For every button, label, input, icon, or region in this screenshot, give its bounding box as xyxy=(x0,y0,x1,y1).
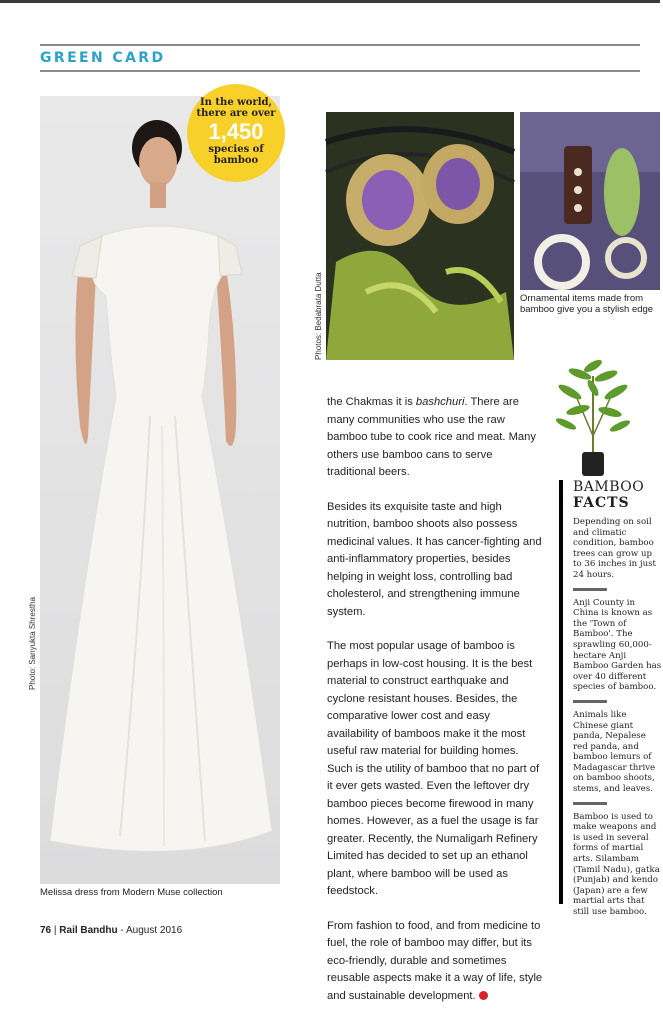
dress-caption: Melissa dress from Modern Muse collection xyxy=(40,887,223,898)
issue-date: August 2016 xyxy=(125,925,183,936)
species-badge xyxy=(187,84,285,182)
badge-number: 1,450 xyxy=(208,119,264,144)
p4-text: From fashion to food, and from medicine to fuel, the role of bamboo may differ, but its eco-friendly, durable and sometimes reusable aspects make it a way of life, style and sustainable development. xyxy=(327,919,543,1002)
top-border xyxy=(0,0,660,3)
facts-title-line2: FACTS xyxy=(573,495,630,511)
article-paragraph-2: Besides its exquisite taste and high nutrition, bamboo shoots also possess medicinal values. It has cancer-fighting and anti-inflammatory properties, besides helping in weight loss, controlling bad cholesterol, and strengthening immune system. xyxy=(327,500,542,618)
article-paragraph-3: The most popular usage of bamboo is perhaps in low-cost housing. It is the best material to construct earthquake and cyclone resistant houses. Besides, the comparative lower cost and easy availability of bamboos make it the most useful raw material for building homes. Such is the utility of bamboo that no part of it ever gets wasted. Even the leftover dry bamboo pieces become firewood in many homes. However, as a fuel the usage is far greater. Recently, the Numaligarh Refinery Limited has decided to set up an ethanol plant, where bamboo will be used as feedstock. xyxy=(327,640,540,897)
badge-line3: species of bamboo xyxy=(208,144,264,166)
page-number: 76 xyxy=(40,925,52,936)
facts-vertical-rule xyxy=(559,480,563,904)
ornament-photo-right-illustration xyxy=(520,112,660,290)
dress-illustration xyxy=(40,96,280,884)
p1-italic-term: bashchuri xyxy=(415,396,465,408)
dress-photo-credit: Photo: Sanyukta Shrestha xyxy=(28,597,37,690)
ornament-photo-right xyxy=(520,112,660,290)
magazine-name: Rail Bandhu xyxy=(59,925,118,936)
page-footer: 76 | Rail Bandhu - August 2016 xyxy=(40,925,183,936)
section-header xyxy=(40,44,640,74)
footer-separator: - xyxy=(117,925,126,936)
p1-prefix: the Chakmas it is xyxy=(327,396,416,408)
bamboo-plant-image xyxy=(556,346,630,480)
ornament-photo-left xyxy=(326,112,514,360)
dress-photo xyxy=(40,96,280,884)
ornament-photo-left-illustration xyxy=(326,112,514,360)
fact-divider xyxy=(573,588,607,591)
ornament-photo-credit: Photos: Bedabrata Dutta xyxy=(314,272,323,360)
header-rule-top xyxy=(40,44,640,46)
fact-divider xyxy=(573,700,607,703)
article-body xyxy=(327,394,543,1022)
facts-title-line1: BAMBOO xyxy=(573,479,645,495)
fact-item: Animals like Chinese giant panda, Nepalese red panda, and bamboo lemurs of Madagascar thrive on bamboo shoots, stems, and leaves. xyxy=(573,709,656,795)
header-rule-bottom xyxy=(40,70,640,72)
fact-item: Anji County in China is known as the 'Town of Bamboo'. The sprawling 60,000-hectare Anji Bamboo Garden has over 40 different species of bamboo. xyxy=(573,597,662,693)
ornament-caption: Ornamental items made from bamboo give you a stylish edge xyxy=(520,293,654,315)
fact-item: Depending on soil and climatic condition, bamboo trees can grow up to 36 inches in just 24 hours. xyxy=(573,517,656,580)
end-mark-icon xyxy=(479,991,488,1000)
p1-rest: . There are many communities who use the raw bamboo tube to cook rice and meat. Many others use bamboo cans to serve traditional beers. xyxy=(327,396,536,478)
fact-item: Bamboo is used to make weapons and is used in several forms of martial arts. Silambam (Tamil Nadu), gatka (Punjab) and kendo (Japan) are a few martial arts that still use bamboo. xyxy=(573,811,660,917)
section-title: GREEN CARD xyxy=(40,50,166,66)
article-paragraph-4 xyxy=(327,918,543,1006)
fact-divider xyxy=(573,802,607,805)
article-paragraph-1 xyxy=(327,394,543,482)
badge-line1: In the world, there are over xyxy=(196,97,276,119)
